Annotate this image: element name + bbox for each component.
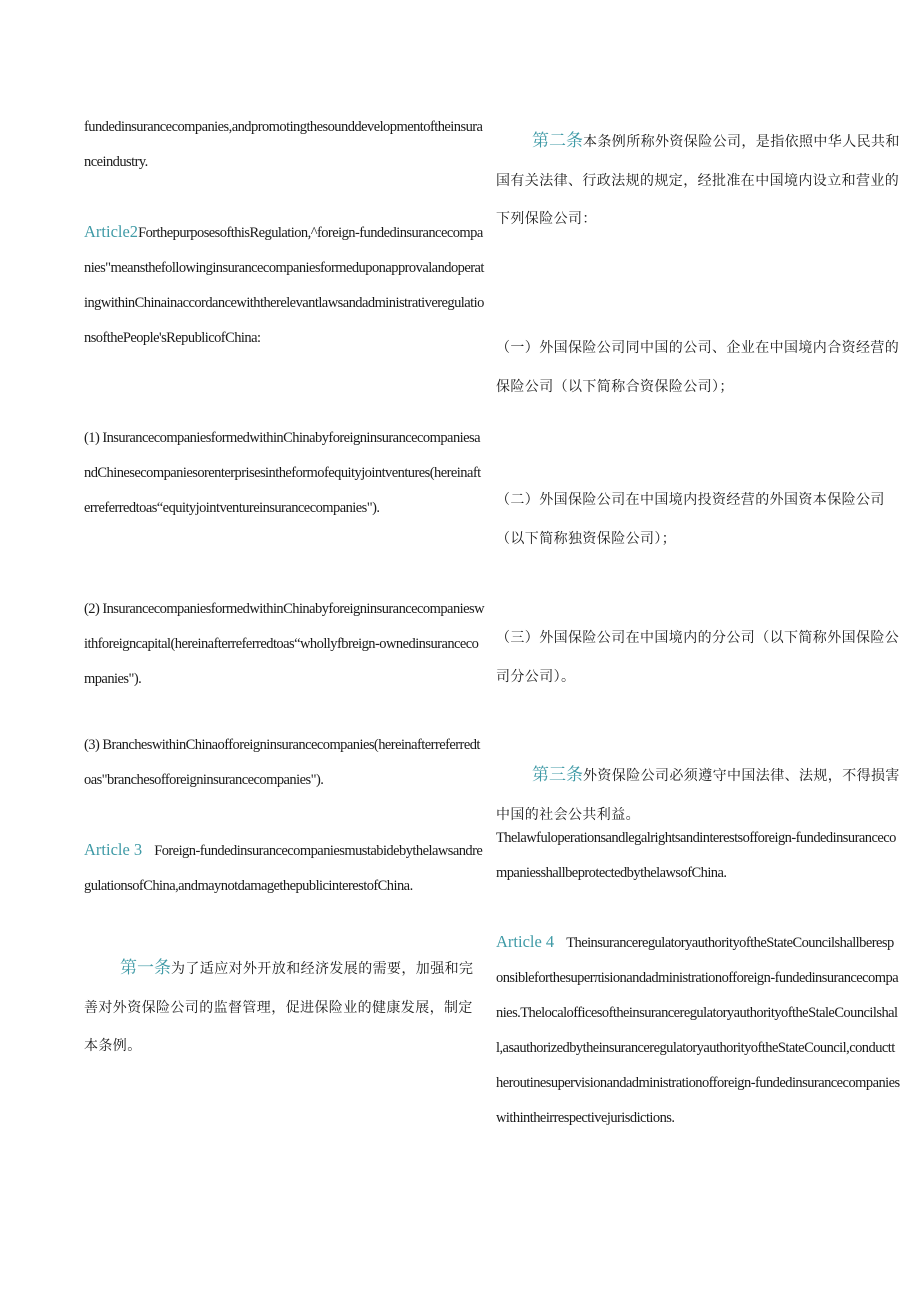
item2-text: (2) InsurancecompaniesformedwithinChinabyforeigninsurancecompanieswithforeigncapital(hereinafterreferredtoas“whollyfbreign-ownedinsurancecompanies"). <box>84 601 485 687</box>
article4-paragraph <box>496 924 900 1136</box>
cn-item2-text: （二）外国保险公司在中国境内投资经营的外国资本保险公司（以下简称独资保险公司）； <box>496 493 885 547</box>
cn-article1-label: 第一条 <box>120 958 171 977</box>
article3-paragraph <box>84 832 486 904</box>
item3-text: (3) BrancheswithinChinaofforeigninsurancecompanies(hereinafterreferredtoas"branchesofforeigninsurancecompanies"). <box>84 737 480 788</box>
cn-item1-paragraph <box>496 330 900 407</box>
en-article3-tail-paragraph <box>496 821 900 891</box>
article2-label: Article2 <box>84 222 139 241</box>
cn-article2-paragraph <box>496 122 900 240</box>
item1-text: (1) InsurancecompaniesformedwithinChinabyforeigninsurancecompaniesandChinesecompaniesorenterprisesintheformofequityjointventures(hereinafterreferredtoas“equityjointventureinsurancecompanies"). <box>84 430 481 516</box>
cn-item1-text: （一）外国保险公司同中国的公司、企业在中国境内合资经营的保险公司（以下简称合资保险公司）； <box>496 341 900 395</box>
article3-text: Foreign-fundedinsurancecompaniesmustabidebythelawsandregulationsofChina,andmaynotdamagethepublicinterestofChina. <box>84 843 483 894</box>
intro-tail-text: fundedinsurancecompanies,andpromotingthesounddevelopmentoftheinsuranceindustry. <box>84 119 483 170</box>
cn-article3-label: 第三条 <box>532 765 583 784</box>
cn-article2-label: 第二条 <box>532 131 583 150</box>
item2-paragraph <box>84 592 486 697</box>
item3-paragraph <box>84 728 486 798</box>
article4-label: Article 4 <box>496 932 555 951</box>
cn-item2-paragraph <box>496 482 900 559</box>
article2-text: ForthepurposesofthisRegulation,^foreign-fundedinsurancecompanies"meansthefollowinginsurancecompaniesformeduponapprovalandoperatingwithinChinainaccordancewiththerelevantlawsandadministrativeregulationsofthePeople'sRepublicofChina: <box>84 225 484 346</box>
intro-tail-paragraph <box>84 110 486 180</box>
cn-article2-text: 本条例所称外资保险公司，是指依照中华人民共和国有关法律、行政法规的规定，经批准在中国境内设立和营业的下列保险公司： <box>496 135 900 227</box>
article3-label: Article 3 <box>84 840 143 859</box>
cn-item3-paragraph <box>496 620 900 697</box>
cn-article1-paragraph <box>84 949 486 1067</box>
cn-article1-text: 为了适应对外开放和经济发展的需要，加强和完善对外资保险公司的监督管理，促进保险业的健康发展，制定本条例。 <box>84 962 474 1054</box>
article4-text: TheinsuranceregulatoryauthorityoftheStateCouncilshallberesponsibleforthesuperπisionandadministrationofforeign-fundedinsurancecompanies.ThelocalofficesoftheinsuranceregulatoryauthorityoftheStaleCouncilshall,asauthorizedbytheinsuranceregulatoryauthorityoftheStateCouncil,conducttheroutinesupervisionandadministrationofforeign-fundedinsurancecompanieswithintheirrespectivejurisdictions. <box>496 935 900 1126</box>
en-article3-tail-text: Thelawfuloperationsandlegalrightsandinterestsofforeign-fundedinsurancecompaniesshallbeprotectedbythelawsofChina. <box>496 830 896 881</box>
cn-article3-text: 外资保险公司必须遵守中国法律、法规，不得损害中国的社会公共利益。 <box>496 769 900 823</box>
article2-paragraph <box>84 214 486 356</box>
item1-paragraph <box>84 421 486 526</box>
cn-item3-text: （三）外国保险公司在中国境内的分公司（以下简称外国保险公司分公司）。 <box>496 631 900 685</box>
